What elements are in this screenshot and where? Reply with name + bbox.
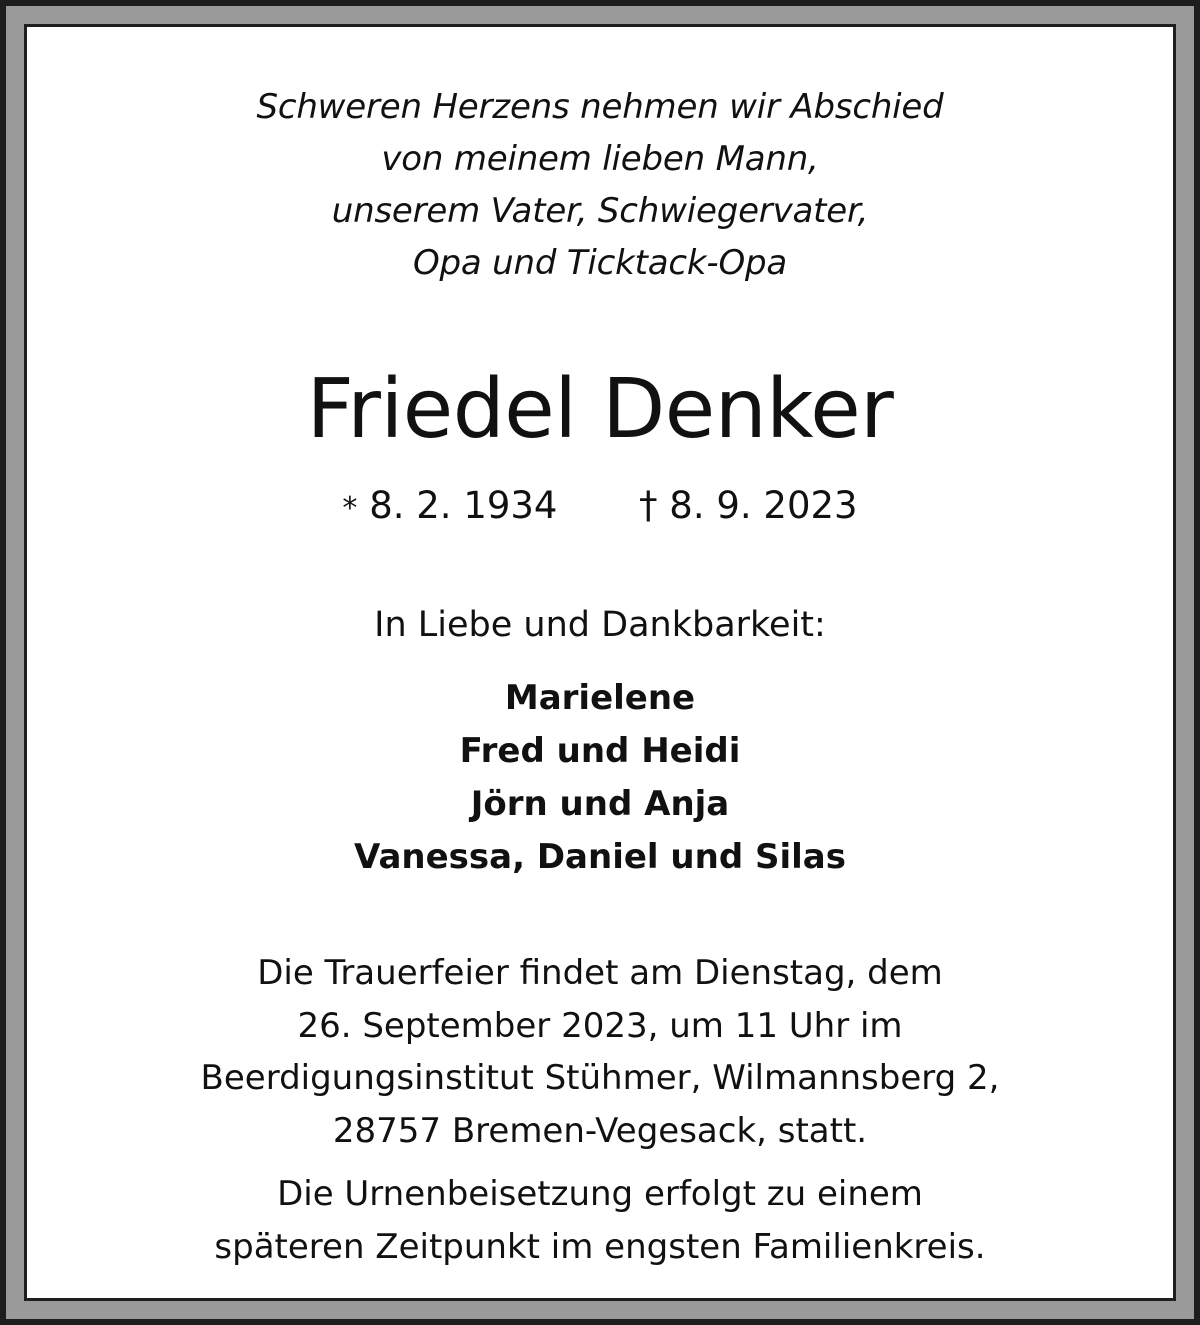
- death-date: 8. 9. 2023: [669, 484, 858, 527]
- ceremony-line: Die Trauerfeier findet am Dienstag, dem: [257, 953, 943, 993]
- family-list: [27, 672, 1173, 884]
- death-cross-icon: †: [639, 484, 658, 527]
- burial-line: Die Urnenbeisetzung erfolgt zu einem: [277, 1174, 923, 1214]
- notice-panel: [24, 24, 1176, 1301]
- life-dates: [27, 481, 1173, 534]
- burial-line: späteren Zeitpunkt im engsten Familienkreis.: [214, 1226, 986, 1267]
- ceremony-line: Beerdigungsinstitut Stühmer, Wilmannsberg 2,: [200, 1058, 1000, 1098]
- ceremony-info: [27, 947, 1173, 1157]
- family-member: Marielene: [504, 678, 696, 718]
- intro-text: [27, 81, 1173, 289]
- deceased-name: Friedel Denker: [306, 362, 894, 457]
- obituary-notice: [27, 27, 1173, 1298]
- family-member: Vanessa, Daniel und Silas: [354, 837, 846, 877]
- ceremony-line: 26. September 2023, um 11 Uhr im: [297, 1005, 903, 1046]
- thanks-heading: In Liebe und Dankbarkeit:: [374, 605, 826, 645]
- burial-info: [27, 1168, 1173, 1273]
- birth-star-icon: *: [342, 491, 358, 526]
- birth-date: 8. 2. 1934: [369, 484, 558, 527]
- intro-line: Schweren Herzens nehmen wir Abschied: [256, 87, 944, 127]
- intro-line: Opa und Ticktack-Opa: [412, 243, 788, 283]
- intro-line: unserem Vater, Schwiegervater,: [331, 191, 869, 231]
- ceremony-line: 28757 Bremen-Vegesack, statt.: [332, 1110, 868, 1151]
- family-member: Fred und Heidi: [459, 731, 741, 771]
- family-member: Jörn und Anja: [470, 784, 730, 824]
- intro-line: von meinem lieben Mann,: [381, 139, 819, 179]
